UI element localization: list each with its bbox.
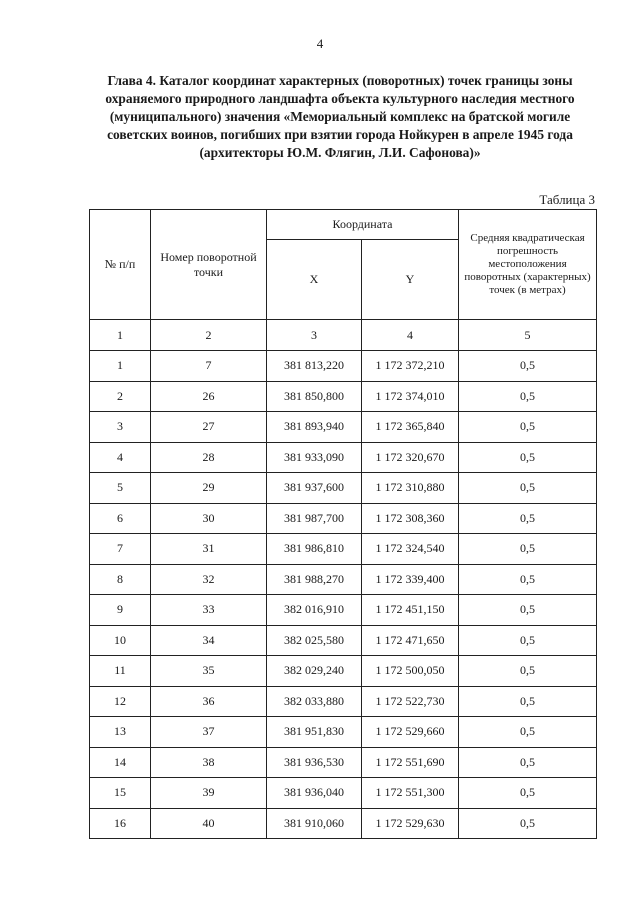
cell-y: 1 172 551,300 <box>362 778 459 809</box>
cell-point-number: 38 <box>151 747 267 778</box>
header-coordinate: Координата <box>267 210 459 240</box>
cell-point-number: 36 <box>151 686 267 717</box>
cell-row-number: 13 <box>90 717 151 748</box>
chapter-heading: Глава 4. Каталог координат характерных (поворотных) точек границы зоны охраняемого природного ландшафта объекта культурного наследия местного (муниципального) значения «Мемориальный комплекс на братской могиле советских воинов, погибших при взятии города Нойкурен в апреле 1945 года (архитекторы Ю.М. Флягин, Л.И. Сафонова)» <box>105 73 575 160</box>
cell-y: 1 172 374,010 <box>362 381 459 412</box>
cell-x: 381 813,220 <box>267 351 362 382</box>
cell-point-number: 30 <box>151 503 267 534</box>
cell-y: 1 172 522,730 <box>362 686 459 717</box>
cell-point-number: 7 <box>151 351 267 382</box>
header-y: Y <box>362 240 459 320</box>
cell-accuracy: 0,5 <box>459 473 597 504</box>
column-number: 3 <box>267 320 362 351</box>
table-row <box>90 442 597 473</box>
cell-accuracy: 0,5 <box>459 686 597 717</box>
table-row <box>90 381 597 412</box>
table-row <box>90 412 597 443</box>
cell-x: 381 936,530 <box>267 747 362 778</box>
cell-accuracy: 0,5 <box>459 625 597 656</box>
cell-point-number: 27 <box>151 412 267 443</box>
cell-x: 381 987,700 <box>267 503 362 534</box>
header-accuracy: Средняя квадратическая погрешность местоположения поворотных (характерных) точек (в метрах) <box>459 210 597 320</box>
cell-y: 1 172 324,540 <box>362 534 459 565</box>
cell-x: 381 986,810 <box>267 534 362 565</box>
cell-row-number: 9 <box>90 595 151 626</box>
cell-row-number: 10 <box>90 625 151 656</box>
cell-accuracy: 0,5 <box>459 808 597 839</box>
cell-x: 381 951,830 <box>267 717 362 748</box>
cell-x: 381 936,040 <box>267 778 362 809</box>
cell-y: 1 172 529,630 <box>362 808 459 839</box>
cell-x: 382 016,910 <box>267 595 362 626</box>
table-row <box>90 656 597 687</box>
cell-accuracy: 0,5 <box>459 564 597 595</box>
cell-point-number: 34 <box>151 625 267 656</box>
table-row <box>90 747 597 778</box>
cell-row-number: 4 <box>90 442 151 473</box>
column-number-row <box>90 320 597 351</box>
column-number: 2 <box>151 320 267 351</box>
cell-row-number: 5 <box>90 473 151 504</box>
cell-row-number: 7 <box>90 534 151 565</box>
cell-y: 1 172 451,150 <box>362 595 459 626</box>
table-row <box>90 625 597 656</box>
cell-point-number: 31 <box>151 534 267 565</box>
cell-point-number: 40 <box>151 808 267 839</box>
cell-x: 382 025,580 <box>267 625 362 656</box>
column-number: 5 <box>459 320 597 351</box>
table-row <box>90 778 597 809</box>
cell-row-number: 1 <box>90 351 151 382</box>
cell-row-number: 2 <box>90 381 151 412</box>
cell-y: 1 172 339,400 <box>362 564 459 595</box>
table-header <box>90 210 597 320</box>
cell-accuracy: 0,5 <box>459 534 597 565</box>
cell-y: 1 172 320,670 <box>362 442 459 473</box>
header-row-number: № п/п <box>90 210 151 320</box>
cell-y: 1 172 529,660 <box>362 717 459 748</box>
column-number: 4 <box>362 320 459 351</box>
table-row <box>90 564 597 595</box>
cell-x: 381 933,090 <box>267 442 362 473</box>
cell-y: 1 172 310,880 <box>362 473 459 504</box>
table-row <box>90 534 597 565</box>
cell-row-number: 12 <box>90 686 151 717</box>
cell-row-number: 15 <box>90 778 151 809</box>
cell-point-number: 35 <box>151 656 267 687</box>
cell-accuracy: 0,5 <box>459 412 597 443</box>
cell-row-number: 3 <box>90 412 151 443</box>
cell-point-number: 29 <box>151 473 267 504</box>
cell-x: 381 850,800 <box>267 381 362 412</box>
cell-accuracy: 0,5 <box>459 381 597 412</box>
cell-point-number: 26 <box>151 381 267 412</box>
cell-accuracy: 0,5 <box>459 351 597 382</box>
page-number: 4 <box>316 36 324 51</box>
header-x: X <box>267 240 362 320</box>
cell-point-number: 39 <box>151 778 267 809</box>
cell-y: 1 172 308,360 <box>362 503 459 534</box>
cell-accuracy: 0,5 <box>459 442 597 473</box>
coordinates-table <box>89 209 597 839</box>
table-row <box>90 503 597 534</box>
cell-row-number: 8 <box>90 564 151 595</box>
cell-point-number: 33 <box>151 595 267 626</box>
table-row <box>90 351 597 382</box>
column-number: 1 <box>90 320 151 351</box>
cell-accuracy: 0,5 <box>459 747 597 778</box>
cell-row-number: 14 <box>90 747 151 778</box>
header-point-number: Номер поворотной точки <box>151 210 267 320</box>
table-body <box>90 320 597 839</box>
cell-row-number: 11 <box>90 656 151 687</box>
table-row <box>90 473 597 504</box>
cell-accuracy: 0,5 <box>459 717 597 748</box>
cell-x: 382 029,240 <box>267 656 362 687</box>
cell-accuracy: 0,5 <box>459 656 597 687</box>
table-row <box>90 595 597 626</box>
cell-x: 381 893,940 <box>267 412 362 443</box>
table-row <box>90 686 597 717</box>
table-caption: Таблица 3 <box>539 192 595 207</box>
cell-y: 1 172 365,840 <box>362 412 459 443</box>
cell-row-number: 16 <box>90 808 151 839</box>
cell-x: 381 988,270 <box>267 564 362 595</box>
cell-point-number: 32 <box>151 564 267 595</box>
cell-y: 1 172 372,210 <box>362 351 459 382</box>
cell-accuracy: 0,5 <box>459 503 597 534</box>
cell-y: 1 172 471,650 <box>362 625 459 656</box>
cell-x: 382 033,880 <box>267 686 362 717</box>
cell-x: 381 910,060 <box>267 808 362 839</box>
table-row <box>90 808 597 839</box>
cell-row-number: 6 <box>90 503 151 534</box>
cell-point-number: 28 <box>151 442 267 473</box>
cell-x: 381 937,600 <box>267 473 362 504</box>
cell-y: 1 172 500,050 <box>362 656 459 687</box>
cell-accuracy: 0,5 <box>459 778 597 809</box>
table-row <box>90 717 597 748</box>
cell-y: 1 172 551,690 <box>362 747 459 778</box>
cell-accuracy: 0,5 <box>459 595 597 626</box>
cell-point-number: 37 <box>151 717 267 748</box>
